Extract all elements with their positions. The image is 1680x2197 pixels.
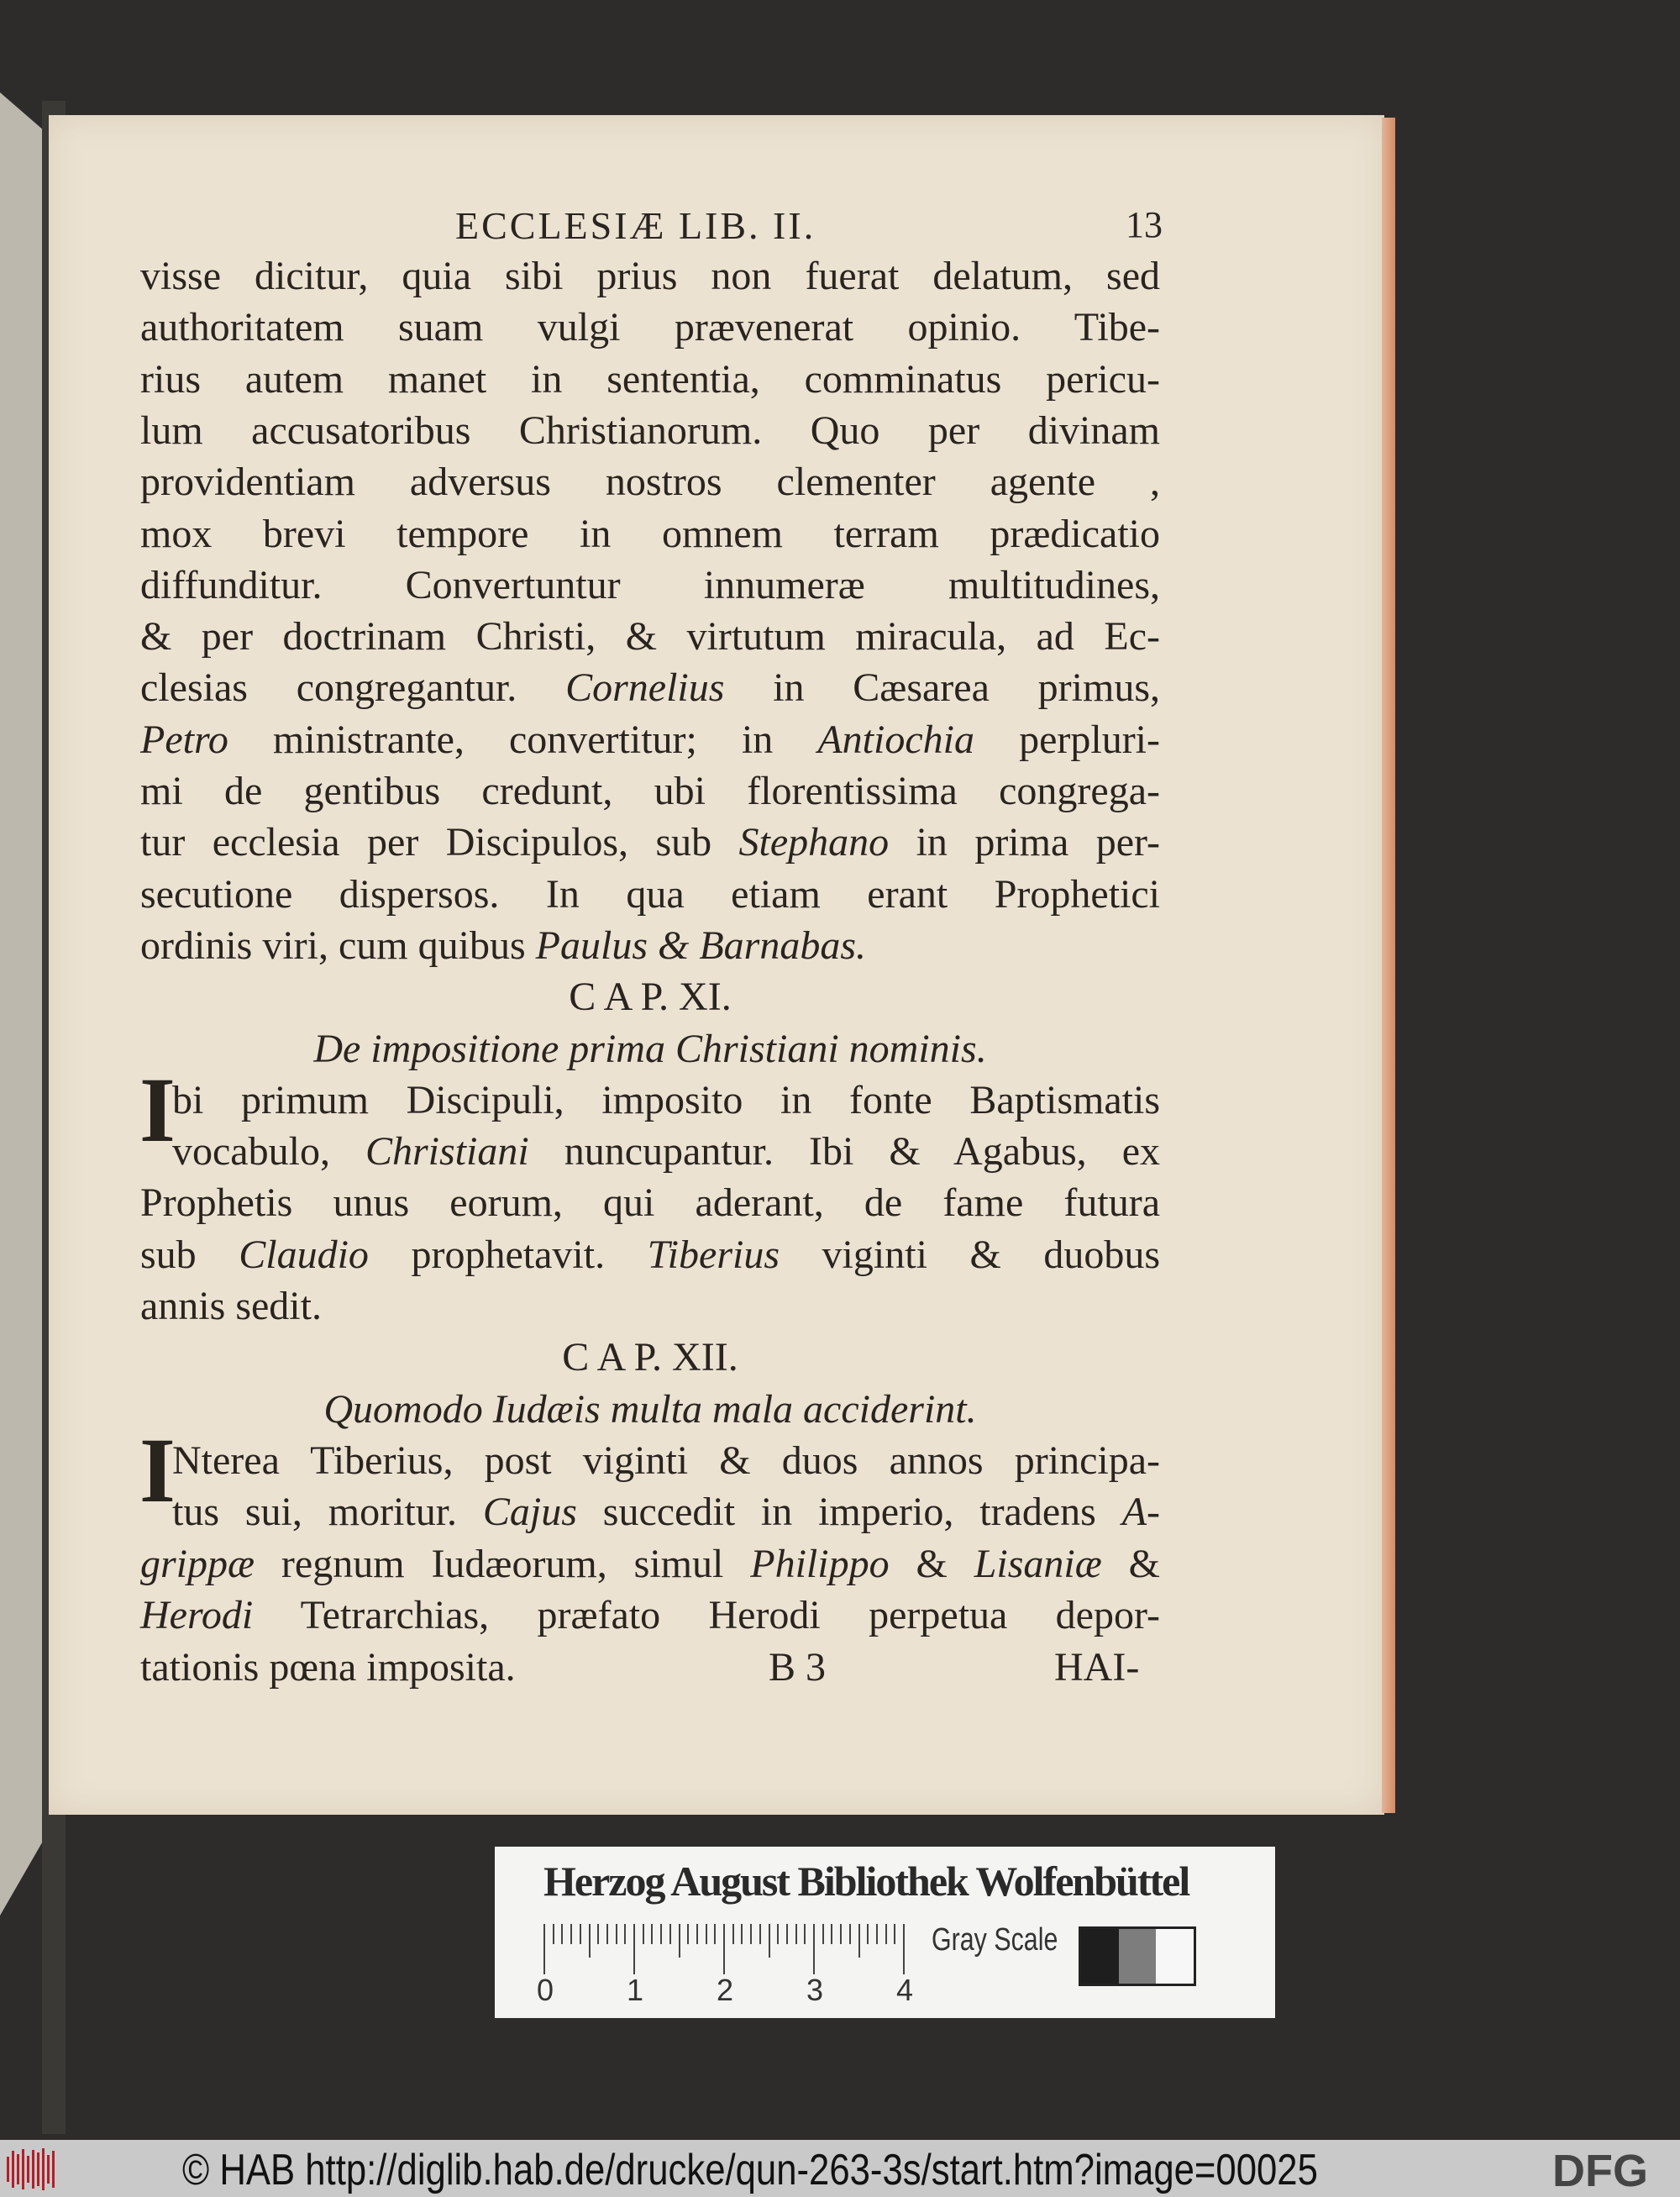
ruler-tick (741, 1924, 743, 1944)
roman-text: nuncupantur. Ibi & Agabus, ex (528, 1129, 1160, 1175)
ruler-tick (580, 1924, 581, 1944)
text-line (140, 816, 1160, 870)
ruler-tick (777, 1924, 779, 1944)
ruler-tick (616, 1924, 617, 1944)
roman-text: regnum Iudæorum, simul (255, 1541, 751, 1586)
text-line (140, 868, 1160, 922)
roman-text: succedit in imperio, tradens (576, 1490, 1122, 1535)
roman-text: annis sedit. (140, 1284, 322, 1328)
ruler-tick (786, 1924, 788, 1944)
text-line (140, 404, 1160, 458)
italic-text: Stephano (738, 820, 890, 865)
ruler-tick (696, 1924, 698, 1944)
roman-text: & (889, 1541, 974, 1586)
text-line (140, 250, 1160, 303)
library-name: Herzog August Bibliothek Wolfenbüttel (543, 1858, 1189, 1905)
ruler-tick (660, 1924, 662, 1944)
text-line (140, 765, 1160, 818)
text-line (172, 1074, 1160, 1127)
italic-text: Lisaniæ (974, 1541, 1102, 1586)
ruler-tick (795, 1924, 797, 1944)
drop-cap: I (139, 1419, 176, 1522)
roman-text: viginti & duobus (780, 1232, 1161, 1277)
ruler-tick (804, 1924, 806, 1944)
roman-text: mi de gentibus credunt, ubi florentissima congrega- (140, 769, 1160, 813)
roman-text: ordinis viri, cum quibus (140, 922, 536, 968)
ruler-tick (723, 1924, 725, 1974)
text-line (140, 1537, 1160, 1591)
roman-text: visse dicitur, quia sibi prius non fuerat delatum, sed (140, 254, 1160, 298)
ruler-tick (849, 1924, 851, 1944)
ruler-tick (651, 1924, 653, 1944)
roman-text: ministrante, convertitur; in (228, 717, 818, 762)
text-line (140, 507, 1160, 561)
roman-text: Tetrarchias, præfato Herodi perpetua depor- (253, 1592, 1160, 1637)
gray-swatch-white (1156, 1929, 1194, 1984)
gray-swatch-mid (1119, 1929, 1157, 1984)
roman-text: Nterea Tiberius, post viginti & duos annos principa- (172, 1438, 1160, 1483)
gray-swatch-black (1081, 1929, 1119, 1984)
ruler-tick (624, 1924, 626, 1944)
italic-text: A- (1121, 1490, 1160, 1535)
italic-text: Cajus (482, 1490, 577, 1535)
copyright-url[interactable]: © HAB http://diglib.hab.de/drucke/qun-263-3s/start.htm?image=00025 (182, 2146, 1318, 2194)
text-line (140, 1022, 1160, 1076)
roman-text: tur ecclesia per Discipulos, sub (140, 820, 739, 865)
ruler-tick (867, 1924, 869, 1944)
text-line (140, 559, 1160, 612)
text-line (140, 455, 1160, 509)
roman-text: lum accusatoribus Christianorum. Quo per divinam (140, 407, 1160, 453)
italic-text: grippæ (140, 1541, 255, 1586)
ruler-tick (687, 1924, 689, 1944)
adjacent-page-edge (0, 92, 42, 1916)
ruler-tick (643, 1924, 644, 1944)
hab-logo-icon (7, 2148, 66, 2190)
ruler-tick (840, 1924, 842, 1944)
ruler-tick (706, 1924, 707, 1944)
text-line (172, 1125, 1160, 1179)
text-line (172, 1485, 1160, 1539)
text-line (140, 1589, 1160, 1642)
ruler-tick (570, 1924, 572, 1944)
text-line (140, 1176, 1160, 1230)
italic-text: Philippo (750, 1541, 890, 1586)
roman-text: clesias congregantur. (140, 665, 566, 711)
ruler-tick (876, 1924, 878, 1944)
ruler-number: 2 (717, 1973, 734, 2007)
italic-text: Tiberius (647, 1232, 780, 1277)
roman-text: perpluri- (974, 717, 1160, 762)
roman-text: mox brevi tempore in omnem terram prædicatio (140, 511, 1160, 556)
ruler-tick (597, 1924, 599, 1944)
text-line (140, 1228, 1160, 1282)
ruler-tick (633, 1924, 635, 1974)
roman-text: Prophetis unus eorum, qui aderant, de fame futura (140, 1180, 1160, 1226)
italic-text: Claudio (239, 1232, 369, 1277)
ruler-number: 1 (627, 1973, 644, 2007)
ruler-tick (679, 1924, 680, 1958)
roman-text: bi primum Discipuli, imposito in fonte Baptismatis (172, 1077, 1160, 1122)
ruler-tick (553, 1924, 554, 1944)
roman-text: & (1101, 1541, 1160, 1586)
roman-text: C A P. XII. (562, 1335, 738, 1380)
roman-text: in prima per- (889, 820, 1160, 865)
italic-text: Petro (140, 717, 228, 762)
ruler-tick (885, 1924, 887, 1944)
ruler-tick (894, 1924, 895, 1944)
roman-text: secutione dispersos. In qua etiam erant Prophetici (140, 871, 1160, 917)
ruler-tick (750, 1924, 752, 1944)
footer-bar (0, 2140, 1680, 2197)
text-line (140, 353, 1160, 407)
roman-text: rius autem manet in sententia, comminatus pericu- (140, 356, 1160, 402)
text-line (140, 661, 1160, 715)
ruler-tick (669, 1924, 671, 1944)
ruler-tick (903, 1924, 905, 1974)
ruler-tick (858, 1924, 860, 1958)
italic-text: Antiochia (817, 717, 974, 762)
ruler-tick (606, 1924, 608, 1944)
text-line (140, 1280, 1160, 1333)
ruler-tick (769, 1924, 770, 1958)
ruler-tick (561, 1924, 563, 1944)
italic-text: Herodi (140, 1592, 254, 1637)
ruler-number: 4 (896, 1973, 914, 2007)
ruler-tick (759, 1924, 761, 1944)
roman-text: diffunditur. Convertuntur innumeræ multitudines, (140, 562, 1160, 607)
dfg-logo: DFG (1552, 2146, 1648, 2196)
ruler-tick (822, 1924, 824, 1944)
catchword: HAI- (1054, 1645, 1140, 1690)
ruler-number: 3 (806, 1973, 824, 2007)
roman-text: in Cæsarea primus, (724, 665, 1161, 711)
ruler-tick (543, 1924, 545, 1974)
text-line (140, 919, 1160, 973)
roman-text: & per doctrinam Christi, & virtutum miracula, ad Ec- (140, 614, 1160, 660)
text-line (140, 301, 1160, 355)
text-line (140, 1331, 1160, 1385)
library-scale-card (495, 1847, 1275, 2018)
ruler-number: 0 (537, 1973, 554, 2007)
italic-text: Christiani (365, 1129, 529, 1175)
text-line (140, 610, 1160, 664)
italic-text: Quomodo Iudæis multa mala acciderint. (323, 1386, 977, 1432)
last-line-text: tationis pœna imposita. (140, 1645, 516, 1690)
roman-text: C A P. XI. (569, 975, 732, 1020)
roman-text: providentiam adversus nostros clementer agente , (140, 460, 1160, 505)
ruler-tick (589, 1924, 591, 1958)
page-edge-red (1382, 118, 1395, 1813)
ruler-tick (714, 1924, 716, 1944)
italic-text: Paulus & Barnabas. (535, 922, 867, 968)
roman-text: prophetavit. (368, 1232, 648, 1277)
gray-scale-label: Gray Scale (932, 1922, 1058, 1958)
running-head: ECCLESIÆ LIB. II. (455, 204, 816, 247)
roman-text: sub (140, 1232, 239, 1277)
text-line (140, 713, 1160, 767)
roman-text: authoritatem suam vulgi prævenerat opinio. Tibe- (140, 305, 1160, 350)
ruler-tick (831, 1924, 832, 1944)
italic-text: Cornelius (565, 665, 725, 711)
text-line (140, 1383, 1160, 1437)
italic-text: De impositione prima Christiani nominis. (313, 1026, 987, 1071)
roman-text: vocabulo, (172, 1129, 365, 1175)
drop-cap: I (139, 1059, 176, 1161)
ruler-tick (732, 1924, 734, 1944)
ruler-tick (813, 1924, 815, 1974)
roman-text: tus sui, moritur. (172, 1490, 483, 1535)
gray-scale-swatch (1079, 1926, 1196, 1986)
text-line (140, 970, 1160, 1024)
ruler-scale (543, 1924, 905, 1976)
page-number: 13 (1126, 204, 1163, 245)
signature-mark: B 3 (769, 1645, 827, 1690)
text-line (172, 1434, 1160, 1488)
